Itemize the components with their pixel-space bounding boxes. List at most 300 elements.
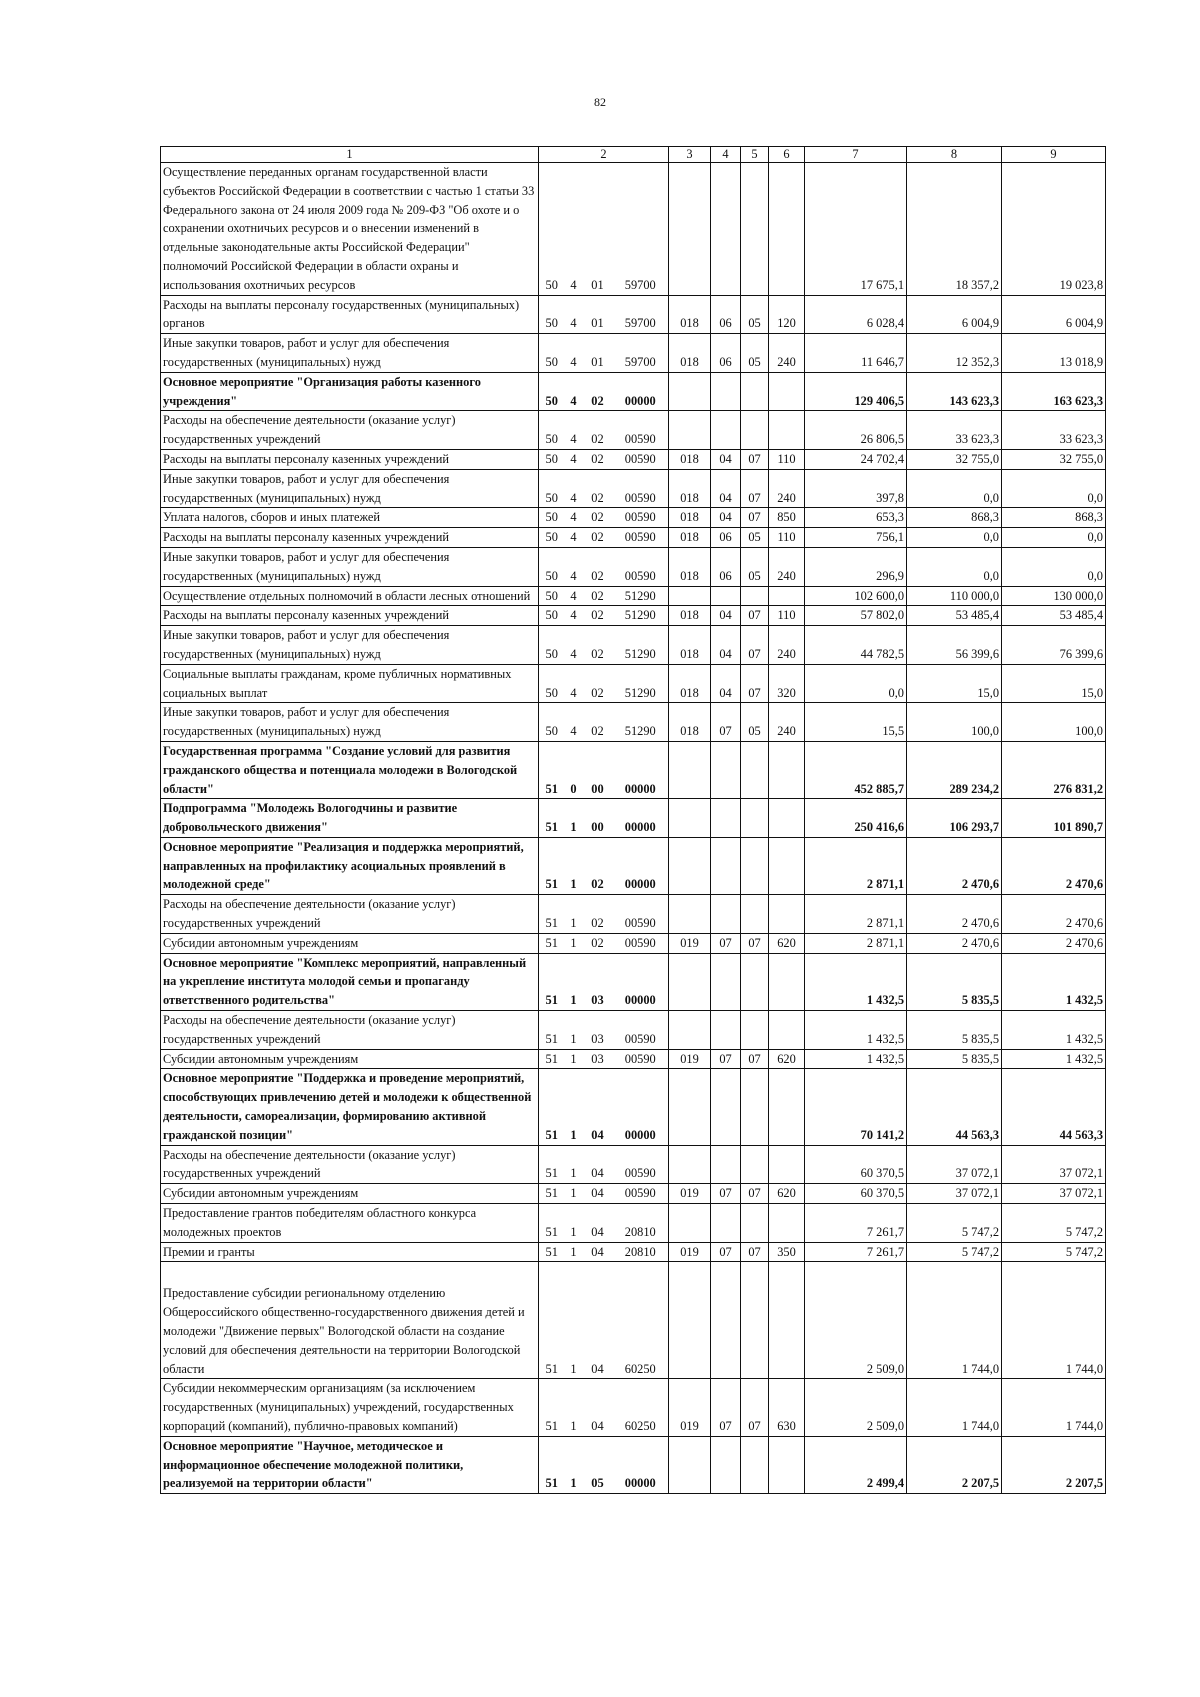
row-code-subprogram: 4	[565, 449, 583, 469]
row-col-7: 2 509,0	[805, 1379, 907, 1436]
table-row	[161, 1204, 1106, 1243]
row-col-9: 37 072,1	[1002, 1184, 1106, 1204]
row-col-3: 018	[669, 664, 711, 703]
row-col-5	[741, 1011, 769, 1050]
table-row	[161, 606, 1106, 626]
row-code-measure: 05	[583, 1436, 613, 1493]
row-code-measure: 03	[583, 1011, 613, 1050]
table-row	[161, 1011, 1106, 1050]
row-col-6: 240	[769, 547, 805, 586]
row-col-5	[741, 1145, 769, 1184]
row-col-3: 018	[669, 703, 711, 742]
column-header-1: 1	[161, 147, 539, 163]
row-code-subprogram: 1	[565, 933, 583, 953]
row-col-3: 018	[669, 606, 711, 626]
row-name: Иные закупки товаров, работ и услуг для обеспечения государственных (муниципальных) нужд	[161, 626, 539, 665]
row-code-program: 51	[539, 1379, 565, 1436]
row-col-3	[669, 411, 711, 450]
row-name: Расходы на выплаты персоналу казенных учреждений	[161, 449, 539, 469]
row-col-3: 018	[669, 334, 711, 373]
row-col-4: 07	[711, 1049, 741, 1069]
column-header-4: 4	[711, 147, 741, 163]
row-code-measure: 01	[583, 295, 613, 334]
row-code-measure: 02	[583, 606, 613, 626]
row-col-4: 07	[711, 1379, 741, 1436]
row-code-subprogram: 4	[565, 334, 583, 373]
row-code-subprogram: 1	[565, 1204, 583, 1243]
column-header-2: 2	[539, 147, 669, 163]
row-col-7: 60 370,5	[805, 1184, 907, 1204]
row-col-3: 018	[669, 295, 711, 334]
row-col-7: 397,8	[805, 469, 907, 508]
row-col-8: 37 072,1	[907, 1145, 1002, 1184]
row-col-5	[741, 586, 769, 606]
row-code-program: 50	[539, 163, 565, 296]
row-col-3: 019	[669, 933, 711, 953]
row-code-subprogram: 1	[565, 1011, 583, 1050]
row-code-subprogram: 1	[565, 799, 583, 838]
row-col-6	[769, 837, 805, 894]
row-col-9: 130 000,0	[1002, 586, 1106, 606]
row-col-8: 100,0	[907, 703, 1002, 742]
row-name: Расходы на обеспечение деятельности (оказание услуг) государственных учреждений	[161, 1011, 539, 1050]
row-name: Уплата налогов, сборов и иных платежей	[161, 508, 539, 528]
row-col-3: 018	[669, 547, 711, 586]
row-code-subprogram: 1	[565, 1379, 583, 1436]
row-code-program: 51	[539, 837, 565, 894]
row-col-3: 018	[669, 626, 711, 665]
row-col-4	[711, 741, 741, 798]
row-col-7: 1 432,5	[805, 1011, 907, 1050]
row-col-9: 101 890,7	[1002, 799, 1106, 838]
row-code-direction: 51290	[613, 664, 669, 703]
row-col-8: 33 623,3	[907, 411, 1002, 450]
row-code-subprogram: 4	[565, 606, 583, 626]
row-code-program: 51	[539, 1262, 565, 1379]
row-col-5	[741, 1262, 769, 1379]
row-col-3	[669, 1011, 711, 1050]
row-col-6	[769, 1436, 805, 1493]
row-name: Подпрограмма "Молодежь Вологодчины и развитие добровольческого движения"	[161, 799, 539, 838]
row-name: Основное мероприятие "Реализация и поддержка мероприятий, направленных на профилактику асоциальных проявлений в молодежной среде"	[161, 837, 539, 894]
row-code-measure: 02	[583, 508, 613, 528]
row-col-3	[669, 953, 711, 1010]
row-code-program: 50	[539, 626, 565, 665]
row-code-measure: 04	[583, 1379, 613, 1436]
row-code-measure: 04	[583, 1184, 613, 1204]
row-col-7: 296,9	[805, 547, 907, 586]
row-col-6: 630	[769, 1379, 805, 1436]
row-col-4	[711, 1011, 741, 1050]
row-col-8: 5 747,2	[907, 1242, 1002, 1262]
row-col-9: 276 831,2	[1002, 741, 1106, 798]
table-row	[161, 547, 1106, 586]
row-col-3: 019	[669, 1242, 711, 1262]
row-col-9: 76 399,6	[1002, 626, 1106, 665]
row-col-7: 15,5	[805, 703, 907, 742]
row-code-measure: 02	[583, 411, 613, 450]
row-col-7: 70 141,2	[805, 1069, 907, 1145]
row-code-subprogram: 4	[565, 703, 583, 742]
row-col-6: 240	[769, 334, 805, 373]
row-name: Расходы на выплаты персоналу государственных (муниципальных) органов	[161, 295, 539, 334]
row-name: Расходы на выплаты персоналу казенных учреждений	[161, 528, 539, 548]
table-row	[161, 1184, 1106, 1204]
row-code-program: 51	[539, 1242, 565, 1262]
row-code-direction: 60250	[613, 1379, 669, 1436]
row-col-3: 019	[669, 1049, 711, 1069]
row-code-program: 51	[539, 933, 565, 953]
row-col-4	[711, 895, 741, 934]
row-col-7: 1 432,5	[805, 1049, 907, 1069]
row-col-4	[711, 1204, 741, 1243]
row-col-6	[769, 586, 805, 606]
table-row	[161, 449, 1106, 469]
row-code-subprogram: 1	[565, 1145, 583, 1184]
row-code-direction: 59700	[613, 163, 669, 296]
row-col-4: 04	[711, 508, 741, 528]
row-col-6	[769, 1262, 805, 1379]
row-col-8: 44 563,3	[907, 1069, 1002, 1145]
row-code-subprogram: 4	[565, 586, 583, 606]
row-col-5: 07	[741, 664, 769, 703]
row-code-subprogram: 1	[565, 837, 583, 894]
row-code-direction: 00590	[613, 508, 669, 528]
row-col-4	[711, 163, 741, 296]
row-col-6	[769, 1011, 805, 1050]
row-code-measure: 04	[583, 1242, 613, 1262]
table-row	[161, 295, 1106, 334]
table-row	[161, 469, 1106, 508]
row-col-8: 5 835,5	[907, 953, 1002, 1010]
row-col-9: 0,0	[1002, 528, 1106, 548]
row-code-measure: 03	[583, 953, 613, 1010]
row-col-6: 110	[769, 449, 805, 469]
row-code-program: 50	[539, 372, 565, 411]
row-col-4	[711, 799, 741, 838]
row-code-subprogram: 0	[565, 741, 583, 798]
row-name: Основное мероприятие "Научное, методическое и информационное обеспечение молодежной политики, реализуемой на территории области"	[161, 1436, 539, 1493]
row-col-3	[669, 1204, 711, 1243]
table-row	[161, 508, 1106, 528]
row-code-direction: 00590	[613, 1011, 669, 1050]
row-code-direction: 00590	[613, 933, 669, 953]
row-col-5	[741, 837, 769, 894]
row-col-6: 240	[769, 703, 805, 742]
row-col-9: 2 470,6	[1002, 933, 1106, 953]
row-col-7: 2 499,4	[805, 1436, 907, 1493]
table-row	[161, 163, 1106, 296]
row-code-measure: 01	[583, 334, 613, 373]
row-col-3: 018	[669, 508, 711, 528]
row-col-3	[669, 799, 711, 838]
row-code-subprogram: 1	[565, 953, 583, 1010]
row-code-program: 50	[539, 334, 565, 373]
row-code-direction: 00000	[613, 837, 669, 894]
row-code-direction: 20810	[613, 1242, 669, 1262]
row-col-5: 07	[741, 469, 769, 508]
row-code-measure: 01	[583, 163, 613, 296]
row-col-7: 60 370,5	[805, 1145, 907, 1184]
row-code-program: 50	[539, 449, 565, 469]
row-code-measure: 02	[583, 933, 613, 953]
table-body	[161, 163, 1106, 1494]
row-col-6: 320	[769, 664, 805, 703]
row-code-direction: 59700	[613, 295, 669, 334]
row-col-8: 5 835,5	[907, 1011, 1002, 1050]
row-col-9: 0,0	[1002, 469, 1106, 508]
table-row	[161, 1242, 1106, 1262]
row-col-6: 850	[769, 508, 805, 528]
row-name: Субсидии автономным учреждениям	[161, 933, 539, 953]
row-col-3: 018	[669, 469, 711, 508]
row-col-4: 04	[711, 449, 741, 469]
row-code-program: 51	[539, 1011, 565, 1050]
row-col-9: 33 623,3	[1002, 411, 1106, 450]
table-row	[161, 953, 1106, 1010]
row-code-measure: 02	[583, 528, 613, 548]
table-header-row	[161, 147, 1106, 163]
row-code-program: 50	[539, 586, 565, 606]
row-col-5	[741, 953, 769, 1010]
row-col-9: 53 485,4	[1002, 606, 1106, 626]
row-name: Расходы на обеспечение деятельности (оказание услуг) государственных учреждений	[161, 411, 539, 450]
table-row	[161, 703, 1106, 742]
row-col-7: 250 416,6	[805, 799, 907, 838]
row-name: Государственная программа "Создание условий для развития гражданского общества и потенциала молодежи в Вологодской области"	[161, 741, 539, 798]
row-name: Социальные выплаты гражданам, кроме публичных нормативных социальных выплат	[161, 664, 539, 703]
row-code-subprogram: 1	[565, 1069, 583, 1145]
row-col-9: 6 004,9	[1002, 295, 1106, 334]
row-code-measure: 04	[583, 1145, 613, 1184]
row-col-9: 2 470,6	[1002, 837, 1106, 894]
row-col-9: 15,0	[1002, 664, 1106, 703]
row-col-7: 44 782,5	[805, 626, 907, 665]
row-col-8: 53 485,4	[907, 606, 1002, 626]
row-col-3: 019	[669, 1379, 711, 1436]
row-col-5	[741, 163, 769, 296]
row-col-6	[769, 372, 805, 411]
row-col-5: 07	[741, 1379, 769, 1436]
row-code-program: 50	[539, 664, 565, 703]
row-name: Осуществление отдельных полномочий в области лесных отношений	[161, 586, 539, 606]
row-col-3	[669, 163, 711, 296]
row-col-7: 7 261,7	[805, 1242, 907, 1262]
row-name: Расходы на выплаты персоналу казенных учреждений	[161, 606, 539, 626]
row-col-7: 2 871,1	[805, 895, 907, 934]
row-col-9: 5 747,2	[1002, 1242, 1106, 1262]
row-col-6	[769, 1204, 805, 1243]
row-col-8: 56 399,6	[907, 626, 1002, 665]
row-code-measure: 02	[583, 372, 613, 411]
row-col-6	[769, 1145, 805, 1184]
row-code-subprogram: 4	[565, 626, 583, 665]
row-col-6	[769, 163, 805, 296]
row-col-8: 2 207,5	[907, 1436, 1002, 1493]
table-row	[161, 1262, 1106, 1379]
row-code-measure: 04	[583, 1262, 613, 1379]
row-col-8: 1 744,0	[907, 1379, 1002, 1436]
row-col-8: 15,0	[907, 664, 1002, 703]
row-code-subprogram: 4	[565, 163, 583, 296]
row-col-8: 2 470,6	[907, 837, 1002, 894]
row-code-subprogram: 1	[565, 1184, 583, 1204]
row-col-7: 452 885,7	[805, 741, 907, 798]
row-col-8: 32 755,0	[907, 449, 1002, 469]
row-col-8: 0,0	[907, 528, 1002, 548]
table-row	[161, 586, 1106, 606]
row-col-6	[769, 799, 805, 838]
row-code-direction: 00590	[613, 895, 669, 934]
row-name: Субсидии автономным учреждениям	[161, 1184, 539, 1204]
row-col-4: 04	[711, 606, 741, 626]
row-col-5: 05	[741, 334, 769, 373]
row-code-program: 50	[539, 703, 565, 742]
table-row	[161, 1436, 1106, 1493]
row-col-5: 07	[741, 626, 769, 665]
column-header-9: 9	[1002, 147, 1106, 163]
row-code-direction: 00000	[613, 1436, 669, 1493]
row-col-9: 0,0	[1002, 547, 1106, 586]
row-col-8: 1 744,0	[907, 1262, 1002, 1379]
row-code-subprogram: 4	[565, 508, 583, 528]
row-code-program: 51	[539, 799, 565, 838]
row-col-8: 143 623,3	[907, 372, 1002, 411]
row-code-direction: 00590	[613, 1145, 669, 1184]
row-col-5: 07	[741, 606, 769, 626]
row-col-5: 07	[741, 1242, 769, 1262]
row-code-program: 50	[539, 508, 565, 528]
row-col-4: 07	[711, 1184, 741, 1204]
row-col-9: 868,3	[1002, 508, 1106, 528]
row-col-8: 0,0	[907, 547, 1002, 586]
row-name: Иные закупки товаров, работ и услуг для обеспечения государственных (муниципальных) нужд	[161, 703, 539, 742]
table-row	[161, 411, 1106, 450]
row-code-measure: 02	[583, 547, 613, 586]
table-row	[161, 1379, 1106, 1436]
budget-table	[160, 146, 1106, 1494]
row-col-9: 2 470,6	[1002, 895, 1106, 934]
row-code-measure: 02	[583, 664, 613, 703]
row-name: Иные закупки товаров, работ и услуг для обеспечения государственных (муниципальных) нужд	[161, 547, 539, 586]
row-col-9: 163 623,3	[1002, 372, 1106, 411]
row-code-program: 50	[539, 295, 565, 334]
row-col-7: 11 646,7	[805, 334, 907, 373]
row-code-measure: 02	[583, 586, 613, 606]
row-name: Предоставление субсидии региональному отделению Общероссийского общественно-государственного движения детей и молодежи "Движение первых" Вологодской области на создание условий для обеспечения деятельности на территории Вологодской области	[161, 1262, 539, 1379]
row-code-direction: 00000	[613, 741, 669, 798]
row-col-6: 620	[769, 933, 805, 953]
row-col-3	[669, 895, 711, 934]
row-col-9: 37 072,1	[1002, 1145, 1106, 1184]
row-code-measure: 02	[583, 449, 613, 469]
row-code-direction: 20810	[613, 1204, 669, 1243]
row-col-7: 2 871,1	[805, 933, 907, 953]
table-row	[161, 933, 1106, 953]
row-col-9: 1 432,5	[1002, 1011, 1106, 1050]
row-code-program: 50	[539, 547, 565, 586]
row-code-measure: 02	[583, 837, 613, 894]
row-col-8: 18 357,2	[907, 163, 1002, 296]
row-col-3	[669, 1069, 711, 1145]
row-col-5: 07	[741, 449, 769, 469]
row-col-6	[769, 1069, 805, 1145]
row-col-4	[711, 837, 741, 894]
row-col-3: 018	[669, 449, 711, 469]
table-row	[161, 837, 1106, 894]
row-col-8: 2 470,6	[907, 933, 1002, 953]
row-col-7: 6 028,4	[805, 295, 907, 334]
row-col-3	[669, 741, 711, 798]
row-col-6: 620	[769, 1184, 805, 1204]
row-col-8: 0,0	[907, 469, 1002, 508]
row-col-8: 110 000,0	[907, 586, 1002, 606]
row-code-direction: 00000	[613, 372, 669, 411]
row-name: Осуществление переданных органам государственной власти субъектов Российской Федерации в соответствии с частью 1 статьи 33 Федерального закона от 24 июля 2009 года № 209-ФЗ "Об охоте и о сохранении охотничьих ресурсов и о внесении изменений в отдельные законодательные акты Российской Федерации" полномочий Российской Федерации в области охраны и использования охотничьих ресурсов	[161, 163, 539, 296]
row-col-6	[769, 411, 805, 450]
row-col-4: 06	[711, 334, 741, 373]
row-col-6	[769, 895, 805, 934]
row-name: Иные закупки товаров, работ и услуг для обеспечения государственных (муниципальных) нужд	[161, 469, 539, 508]
row-col-8: 12 352,3	[907, 334, 1002, 373]
row-col-5	[741, 895, 769, 934]
row-code-direction: 51290	[613, 626, 669, 665]
row-col-5: 05	[741, 528, 769, 548]
row-col-5: 07	[741, 1049, 769, 1069]
row-col-6: 350	[769, 1242, 805, 1262]
table-row	[161, 1145, 1106, 1184]
row-code-program: 51	[539, 895, 565, 934]
row-name: Предоставление грантов победителям областного конкурса молодежных проектов	[161, 1204, 539, 1243]
row-code-program: 50	[539, 606, 565, 626]
row-code-program: 51	[539, 1436, 565, 1493]
row-col-6: 620	[769, 1049, 805, 1069]
row-col-4	[711, 1436, 741, 1493]
row-col-9: 19 023,8	[1002, 163, 1106, 296]
row-code-program: 50	[539, 469, 565, 508]
row-code-subprogram: 1	[565, 1262, 583, 1379]
column-header-3: 3	[669, 147, 711, 163]
row-code-program: 51	[539, 1145, 565, 1184]
row-col-3: 018	[669, 528, 711, 548]
row-col-8: 289 234,2	[907, 741, 1002, 798]
row-col-4: 06	[711, 547, 741, 586]
row-col-4: 06	[711, 295, 741, 334]
row-col-3	[669, 837, 711, 894]
row-code-measure: 02	[583, 895, 613, 934]
row-code-measure: 02	[583, 469, 613, 508]
row-code-measure: 00	[583, 799, 613, 838]
row-code-program: 50	[539, 528, 565, 548]
row-col-8: 2 470,6	[907, 895, 1002, 934]
row-col-5: 05	[741, 547, 769, 586]
row-col-9: 44 563,3	[1002, 1069, 1106, 1145]
row-col-4	[711, 586, 741, 606]
row-code-subprogram: 1	[565, 895, 583, 934]
row-col-5: 05	[741, 703, 769, 742]
row-code-program: 51	[539, 741, 565, 798]
row-col-5	[741, 1204, 769, 1243]
row-col-5	[741, 1436, 769, 1493]
row-code-measure: 04	[583, 1204, 613, 1243]
row-col-9: 1 432,5	[1002, 953, 1106, 1010]
row-col-6	[769, 741, 805, 798]
table-row	[161, 895, 1106, 934]
row-code-direction: 00000	[613, 1069, 669, 1145]
row-col-4: 04	[711, 626, 741, 665]
row-name: Расходы на обеспечение деятельности (оказание услуг) государственных учреждений	[161, 895, 539, 934]
row-col-7: 129 406,5	[805, 372, 907, 411]
